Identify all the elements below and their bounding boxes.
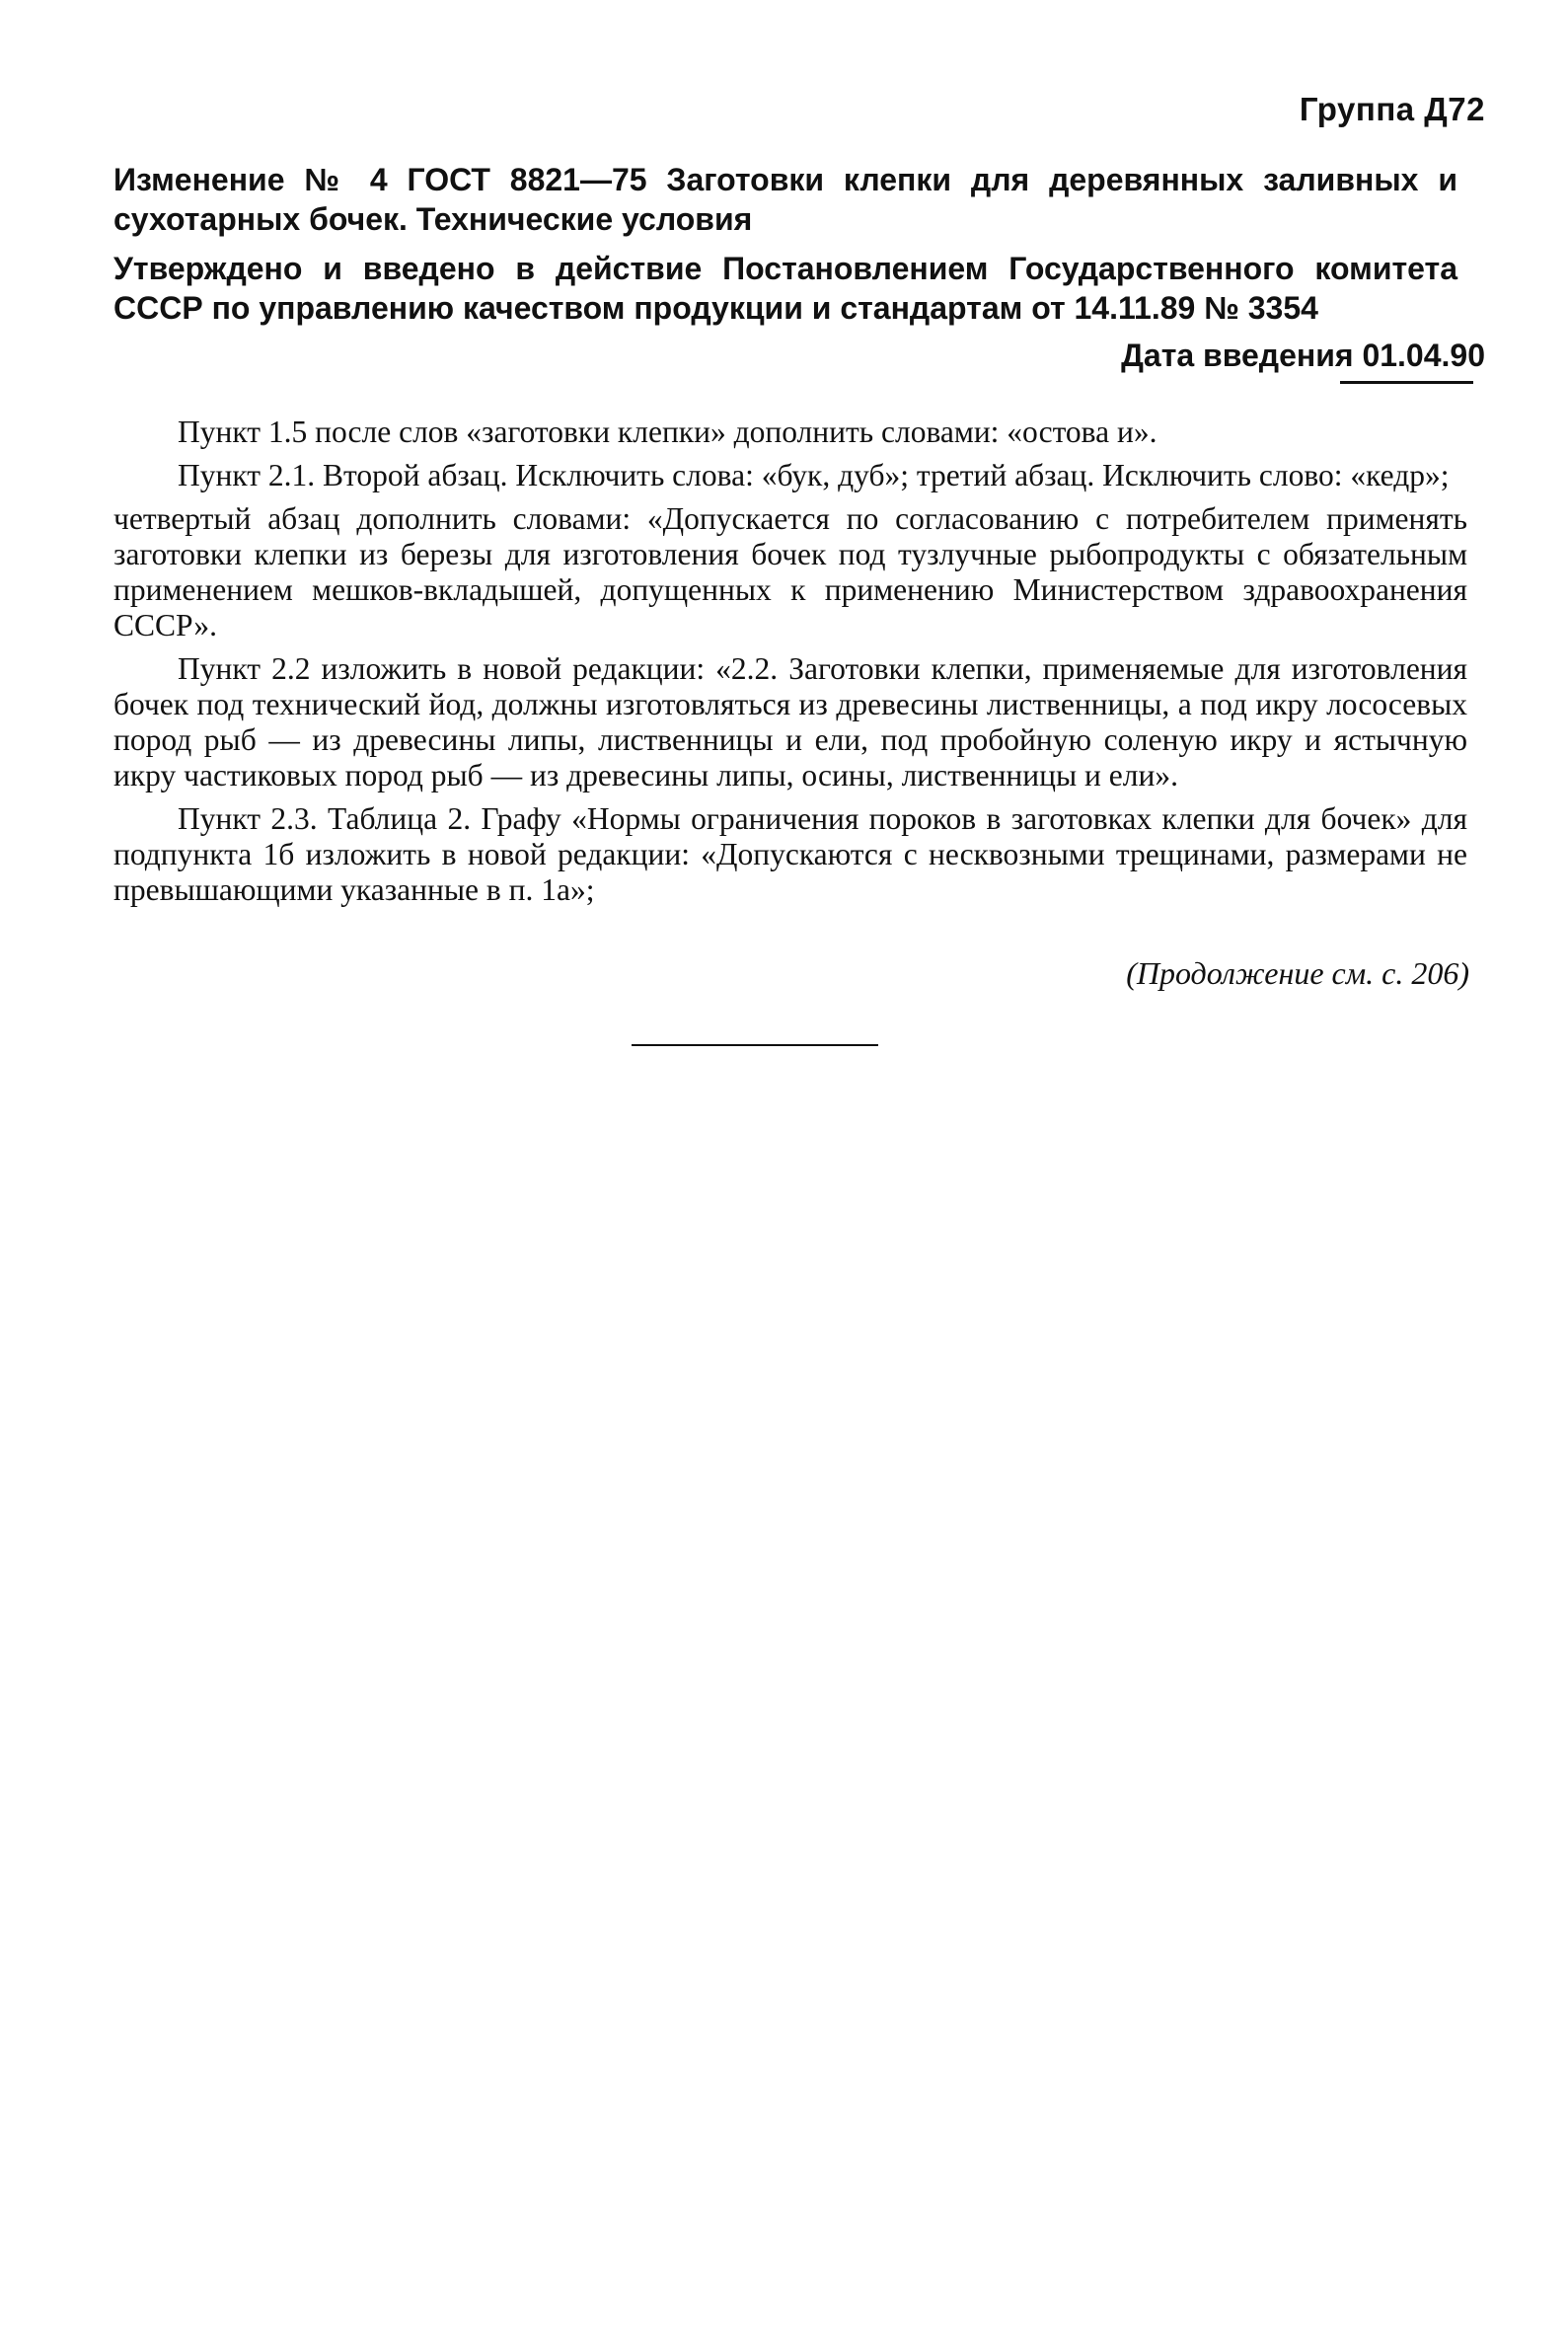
paragraph-1-5: Пункт 1.5 после слов «заготовки клепки» дополнить словами: «остова и». (178, 415, 1157, 449)
paragraph-2-3: Пункт 2.3. Таблица 2. Графу «Нормы ограничения пороков в заготовках клепки для бочек» для подпункта 1б изложить в новой редакции: «Допускаются с несквозными трещинами, размерами не превышающими указанные в п. 1а»; (113, 801, 1467, 907)
group-code: Группа Д72 (1299, 91, 1485, 127)
paragraph-2-1: Пункт 2.1. Второй абзац. Исключить слова: «бук, дуб»; третий абзац. Исключить слово: «кедр»; (178, 458, 1450, 492)
amendment-title: Изменение № 4 ГОСТ 8821—75 Заготовки клепки для деревянных заливных и сухотарных бочек. Технические условия (113, 162, 1457, 237)
effective-date: Дата введения 01.04.90 (1121, 338, 1485, 373)
paragraph-2-1-fourth: четвертый абзац дополнить словами: «Допускается по согласованию с потребителем применять заготовки клепки из березы для изготовления бочек под тузлучные рыбопродукты с обязательным применением мешков-вкладышей, допущенных к применению Министерством здравоохранения СССР». (113, 501, 1467, 642)
approval-statement: Утверждено и введено в действие Постановлением Государственного комитета СССР по управлению качеством продукции и стандартам от 14.11.89 № 3354 (113, 251, 1457, 326)
date-underline (1340, 381, 1473, 384)
amendment-body (113, 415, 1467, 916)
end-divider (632, 1044, 878, 1046)
paragraph-2-2: Пункт 2.2 изложить в новой редакции: «2.2. Заготовки клепки, применяемые для изготовления бочек под технический йод, должны изготовляться из древесины лиственницы, а под икру лососевых пород рыб — из древесины липы, лиственницы и ели, под пробойную соленую икру и ястычную икру частиковых пород рыб — из древесины липы, осины, лиственницы и ели». (113, 651, 1467, 792)
continuation-note: (Продолжение см. с. 206) (1126, 955, 1469, 991)
